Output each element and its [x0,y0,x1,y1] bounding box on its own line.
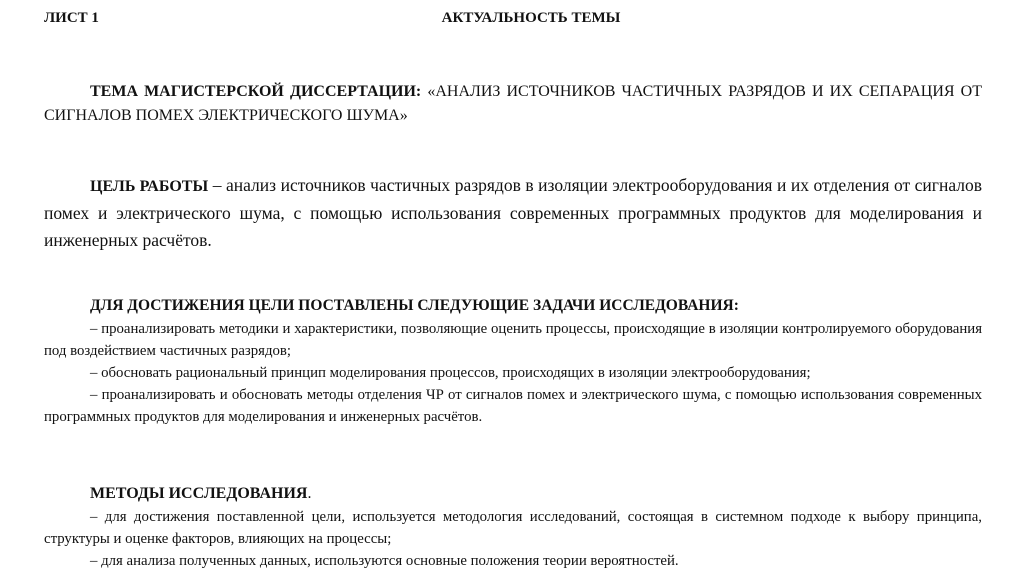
tasks-heading: ДЛЯ ДОСТИЖЕНИЯ ЦЕЛИ ПОСТАВЛЕНЫ СЛЕДУЮЩИЕ ЗАДАЧИ ИССЛЕДОВАНИЯ: [90,297,739,314]
task-item: – проанализировать методики и характеристики, позволяющие оценить процессы, происходящие в изоляции контролируемого оборудования под воздействием частичных разрядов; [44,321,982,359]
thesis-topic [44,80,982,128]
task-item: – обосновать рациональный принцип моделирования процессов, происходящих в изоляции электрооборудования; [90,365,811,381]
work-goal [44,172,982,254]
method-item: – для анализа полученных данных, используются основные положения теории вероятностей. [90,553,679,569]
methods-heading-suffix: . [307,485,312,502]
goal-text: – анализ источников частичных разрядов в изоляции электрооборудования и их отделения от сигналов помех и электрического шума, с помощью использования современных программных продуктов для моделирования и инженерных расчётов. [44,175,982,250]
method-item: – для достижения поставленной цели, используется методология исследований, состоящая в системном подходе к выбору принципа, структуры и оценке факторов, влияющих на процессы; [44,509,982,547]
methods-heading: МЕТОДЫ ИССЛЕДОВАНИЯ [90,485,308,502]
research-tasks [44,294,982,428]
topic-text: «АНАЛИЗ ИСТОЧНИКОВ ЧАСТИЧНЫХ РАЗРЯДОВ И ИХ СЕПАРАЦИЯ ОТ СИГНАЛОВ ПОМЕХ ЭЛЕКТРИЧЕСКОГО ШУМА» [44,83,982,124]
page-title: АКТУАЛЬНОСТЬ ТЕМЫ [441,10,621,26]
task-item: – проанализировать и обосновать методы отделения ЧР от сигналов помех и электрического шума, с помощью использования современных программных продуктов для моделирования и инженерных расчётов. [44,387,982,425]
topic-label: ТЕМА МАГИСТЕРСКОЙ ДИССЕРТАЦИИ: [90,83,422,100]
goal-label: ЦЕЛЬ РАБОТЫ [90,178,209,195]
research-methods [44,482,982,572]
sheet-number: ЛИСТ 1 [44,10,99,26]
methods-heading-line [44,482,982,506]
